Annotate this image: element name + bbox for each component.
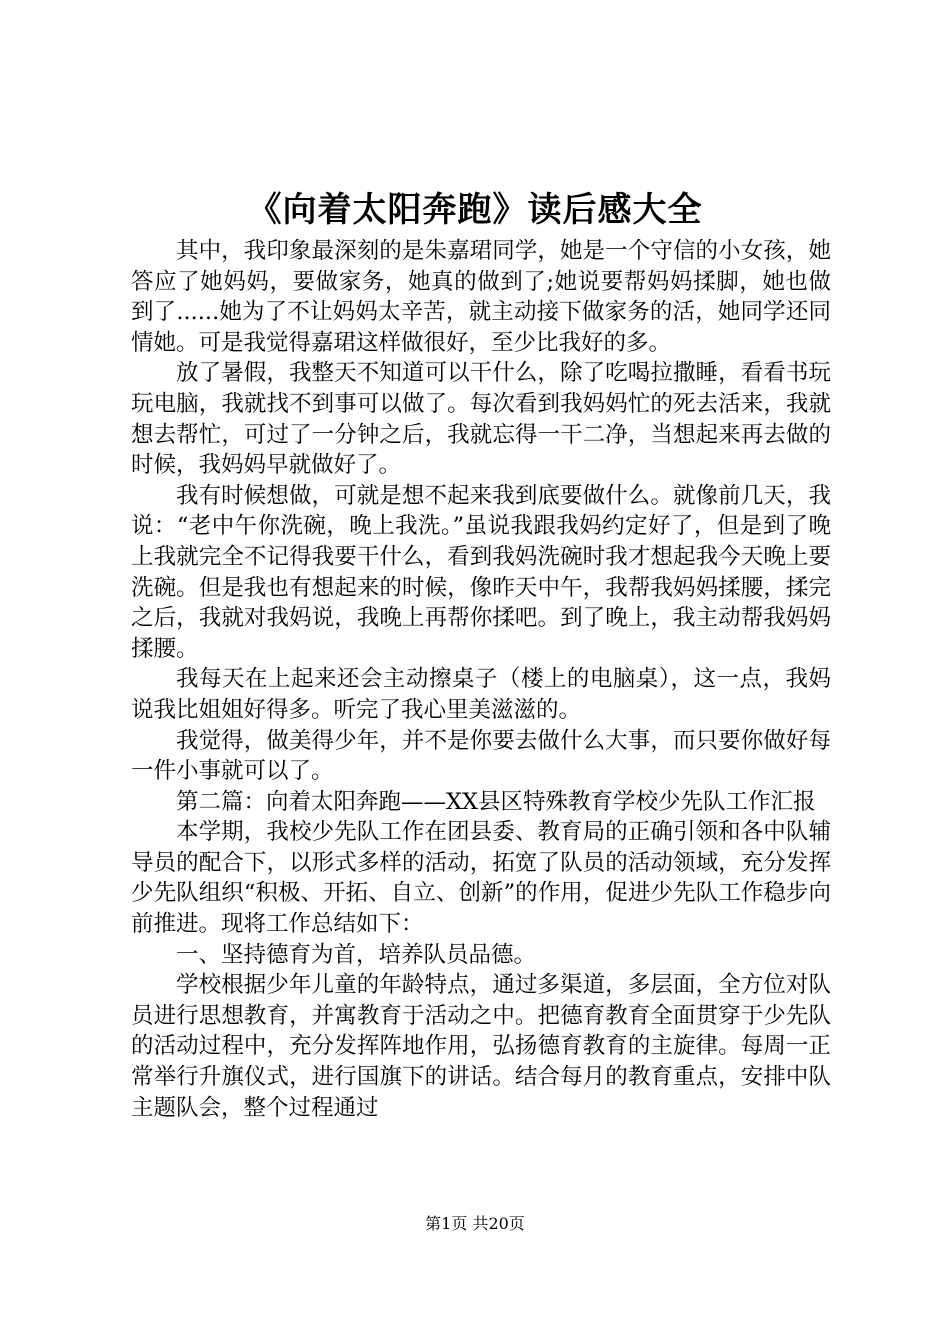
document-title: 《向着太阳奔跑》读后感大全 <box>247 190 703 230</box>
paragraph: 我觉得，做美得少年，并不是你要去做什么大事，而只要你做好每一件小事就可以了。 <box>131 727 831 785</box>
paragraph: 其中，我印象最深刻的是朱嘉珺同学，她是一个守信的小女孩，她答应了她妈妈，要做家务，她真的做到了;她说要帮妈妈揉脚，她也做到了......她为了不让妈妈太辛苦，就主动接下做家务的活，她同学还同情她。可是我觉得嘉珺这样做很好，至少比我好的多。 <box>131 238 831 356</box>
section-heading: 第二篇：向着太阳奔跑——XX县区特殊教育学校少先队工作汇报 <box>176 788 816 815</box>
paragraph: 放了暑假，我整天不知道可以干什么，除了吃喝拉撒睡，看看书玩玩电脑，我就找不到事可以做了。每次看到我妈妈忙的死去活来，我就想去帮忙，可过了一分钟之后，我就忘得一干二净，当想起来再去做的时候，我妈妈早就做好了。 <box>131 360 831 479</box>
subsection-heading: 一、坚持德育为首，培养队员品德。 <box>176 941 537 968</box>
paragraph: 学校根据少年儿童的年龄特点，通过多渠道，多层面，全方位对队员进行思想教育，并寓教育于活动之中。把德育教育全面贯穿于少先队的活动过程中，充分发挥阵地作用，弘扬德育教育的主旋律。每周一正常举行升旗仪式，进行国旗下的讲话。结合每月的教育重点，安排中队主题队会，整个过程通过 <box>131 972 831 1121</box>
document-body <box>131 236 831 1123</box>
paragraph: 我每天在上起来还会主动擦桌子（楼上的电脑桌），这一点，我妈说我比姐姐好得多。听完了我心里美滋滋的。 <box>131 666 831 723</box>
paragraph: 本学期，我校少先队工作在团县委、教育局的正确引领和各中队辅导员的配合下，以形式多样的活动，拓宽了队员的活动领域，充分发挥少先队组织“积极、开拓、自立、创新”的作用，促进少先队工作稳步向前推进。现将工作总结如下： <box>131 819 831 938</box>
page-number-footer: 第1页 共20页 <box>425 1214 525 1233</box>
paragraph: 我有时候想做，可就是想不起来我到底要做什么。就像前几天，我说：“老中午你洗碗，晚上我洗。”虽说我跟我妈约定好了，但是到了晚上我就完全不记得我要干什么，看到我妈洗碗时我才想起我今天晚上要洗碗。但是我也有想起来的时候，像昨天中午，我帮我妈妈揉腰，揉完之后，我就对我妈说，我晚上再帮你揉吧。到了晚上，我主动帮我妈妈揉腰。 <box>131 482 831 662</box>
